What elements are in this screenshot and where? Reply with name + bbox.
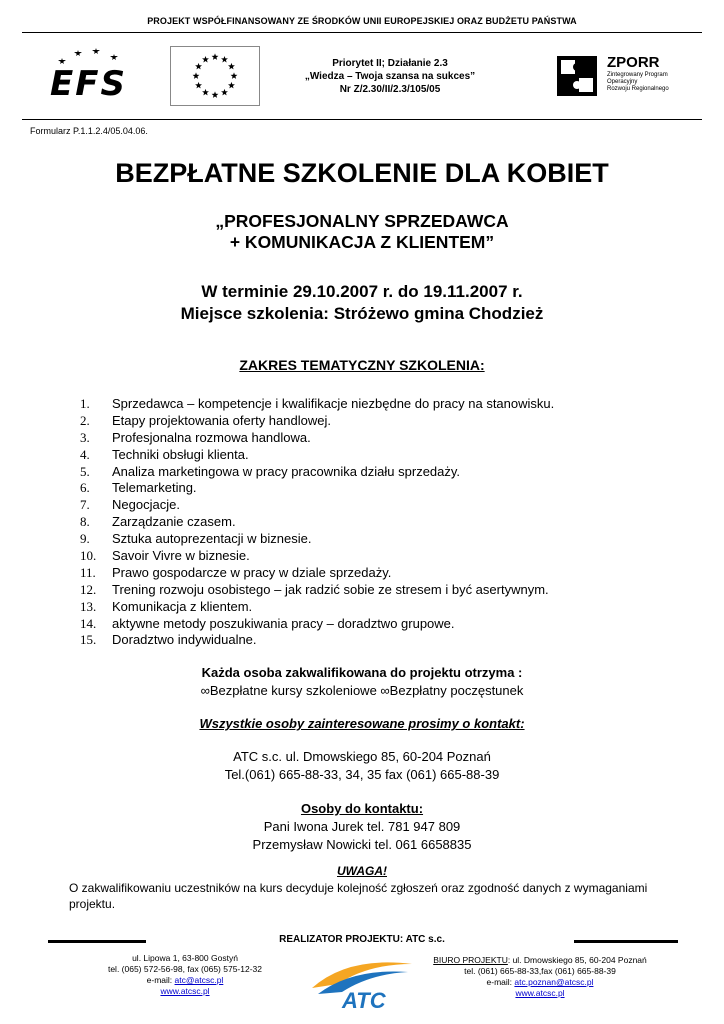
- address-line1: ATC s.c. ul. Dmowskiego 85, 60-204 Poznań: [233, 749, 491, 764]
- contact-prompt: Wszystkie osoby zainteresowane prosimy o kontakt:: [199, 716, 525, 731]
- list-item: [80, 447, 680, 464]
- zporr-subtitle: [607, 72, 669, 93]
- footer-right-phone: tel. (061) 665-88-33,fax (061) 665-88-39: [464, 966, 616, 976]
- topic-number: 10.: [80, 548, 97, 564]
- zporr-sub2: Operacyjny: [607, 79, 638, 85]
- list-item: [80, 480, 680, 497]
- warning-heading: UWAGA!: [337, 864, 387, 878]
- topic-number: 9.: [80, 531, 90, 547]
- eu-star-icon: [228, 63, 235, 70]
- eu-star-icon: [212, 53, 219, 60]
- zporr-sub3: Rozwoju Regionalnego: [607, 86, 669, 92]
- footer-left-email-label: e-mail:: [146, 975, 175, 985]
- contact-person-1: Pani Iwona Jurek tel. 781 947 809: [263, 819, 461, 834]
- eu-star-icon: [195, 63, 202, 70]
- topic-text: Analiza marketingowa w pracy pracownika działu sprzedaży.: [112, 463, 461, 479]
- priority-line3: Nr Z/2.30/II/2.3/105/05: [339, 84, 441, 95]
- topic-number: 2.: [80, 412, 90, 428]
- term-info: [0, 281, 724, 325]
- topic-number: 1.: [80, 396, 90, 411]
- topic-text: Telemarketing.: [112, 480, 197, 496]
- realizator-line: REALIZATOR PROJEKTU: ATC s.c.: [279, 934, 445, 945]
- topic-text: Zarządzanie czasem.: [112, 514, 236, 530]
- footer-left-address: ul. Lipowa 1, 63-800 Gostyń: [132, 955, 238, 963]
- eu-star-icon: [221, 89, 228, 96]
- eu-star-icon: [231, 72, 238, 79]
- eu-stars-icon: [171, 47, 259, 105]
- scope-heading: ZAKRES TEMATYCZNY SZKOLENIA:: [239, 357, 485, 373]
- eu-flag: [170, 46, 260, 106]
- topic-number: 15.: [80, 632, 97, 648]
- topic-text: Sprzedawca – kompetencje i kwalifikacje niezbędne do pracy na stanowisku.: [112, 396, 555, 411]
- zporr-sub1: Zintegrowany Program: [607, 72, 668, 78]
- topic-number: 14.: [80, 615, 97, 631]
- topic-number: 11.: [80, 564, 96, 580]
- project-office-label: BIURO PROJEKTU: [433, 955, 508, 965]
- topic-text: Etapy projektowania oferty handlowej.: [112, 412, 331, 428]
- list-item: [80, 464, 680, 481]
- topic-number: 3.: [80, 429, 90, 445]
- footer-right-www-link[interactable]: www.atcsc.pl: [515, 988, 565, 998]
- topic-text: aktywne metody poszukiwania pracy – doradztwo grupowe.: [112, 615, 455, 631]
- zporr-logo: [553, 52, 673, 100]
- atc-logo-graphic: [308, 950, 418, 1012]
- warning-text: O zakwalifikowaniu uczestników na kurs decyduje kolejność zgłoszeń oraz zgodność danych z wymaganiami projektu.: [69, 881, 648, 911]
- list-item: [80, 616, 680, 633]
- list-item: [80, 531, 680, 548]
- footer-right-address-row: [425, 955, 655, 966]
- eu-star-icon: [193, 72, 200, 79]
- efs-logo: [46, 44, 134, 106]
- topic-text: Komunikacja z klientem.: [112, 598, 253, 614]
- footer-right-email-row: [425, 977, 655, 988]
- list-item: [80, 632, 680, 649]
- address-block: [0, 748, 724, 784]
- list-item: [80, 396, 680, 413]
- topic-text: Prawo gospodarcze w pracy w dziale sprzedaży.: [112, 564, 392, 580]
- topic-text: Sztuka autoprezentacji w biznesie.: [112, 531, 312, 547]
- footer-left-phone: tel. (065) 572-56-98, fax (065) 575-12-32: [107, 964, 263, 974]
- topic-number: 6.: [80, 480, 90, 496]
- eu-star-icon: [212, 91, 219, 98]
- eu-star-icon: [195, 82, 202, 89]
- list-item: [80, 497, 680, 514]
- puzzle-icon: [553, 52, 601, 100]
- eu-star-icon: [202, 56, 209, 63]
- atc-logo-text: ATC: [342, 988, 386, 1012]
- topic-text: Negocjacje.: [112, 497, 180, 513]
- header-divider: [22, 119, 702, 120]
- address-line2: Tel.(061) 665-88-33, 34, 35 fax (061) 665-88-39: [224, 767, 500, 782]
- subtitle-line1: „PROFESJONALNY SPRZEDAWCA: [215, 211, 509, 231]
- list-item: [80, 514, 680, 531]
- topic-text: Trening rozwoju osobistego – jak radzić sobie ze stresem i być asertywnym.: [112, 581, 549, 597]
- priority-info: [270, 57, 510, 96]
- footer-right-address: : ul. Dmowskiego 85, 60-204 Poznań: [507, 955, 647, 965]
- footer-left-email-row: [100, 975, 270, 986]
- footer-right-email-label: e-mail:: [486, 977, 515, 987]
- footer-left-contact: [100, 955, 270, 997]
- form-number: Formularz P.1.1.2.4/05.04.06.: [30, 126, 148, 136]
- atc-logo: [308, 950, 418, 1012]
- page-title: BEZPŁATNE SZKOLENIE DLA KOBIET: [115, 158, 609, 188]
- footer-bar-right: [574, 940, 678, 943]
- list-item: [80, 548, 680, 565]
- topic-text: Profesjonalna rozmowa handlowa.: [112, 429, 311, 445]
- priority-line2: „Wiedza – Twoja szansa na sukces”: [304, 71, 476, 82]
- topic-number: 13.: [80, 598, 97, 614]
- benefits-title: Każda osoba zakwalifikowana do projektu otrzyma :: [201, 665, 523, 680]
- footer-right-contact: [425, 955, 655, 999]
- contact-persons: [0, 800, 724, 854]
- topics-list: [80, 396, 680, 649]
- list-item: [80, 582, 680, 599]
- efs-logo-text: EFS: [50, 64, 127, 104]
- term-line: W terminie 29.10.2007 r. do 19.11.2007 r.: [201, 282, 523, 301]
- eu-star-icon: [228, 82, 235, 89]
- topic-number: 8.: [80, 514, 90, 530]
- top-banner: PROJEKT WSPÓŁFINANSOWANY ZE ŚRODKÓW UNII EUROPEJSKIEJ ORAZ BUDŻETU PAŃSTWA: [147, 16, 577, 26]
- zporr-title: ZPORR: [607, 54, 660, 71]
- place-line: Miejsce szkolenia: Stróżewo gmina Chodzież: [180, 304, 544, 323]
- eu-star-icon: [202, 89, 209, 96]
- topic-number: 5.: [80, 463, 90, 479]
- subtitle-line2: + KOMUNIKACJA Z KLIENTEM”: [229, 232, 495, 252]
- contacts-heading: Osoby do kontaktu:: [300, 801, 424, 816]
- topic-number: 7.: [80, 497, 90, 513]
- topic-number: 12.: [80, 581, 97, 597]
- topic-text: Doradztwo indywidualne.: [112, 632, 257, 648]
- list-item: [80, 430, 680, 447]
- topic-number: 4.: [80, 446, 90, 462]
- priority-line1: Priorytet II; Działanie 2.3: [332, 58, 448, 69]
- training-subtitle: [0, 211, 724, 253]
- eu-star-icon: [221, 56, 228, 63]
- list-item: [80, 565, 680, 582]
- list-item: [80, 413, 680, 430]
- footer-left-email-link[interactable]: atc@atcsc.pl: [174, 975, 224, 985]
- topic-text: Techniki obsługi klienta.: [112, 446, 249, 462]
- contact-person-2: Przemysław Nowicki tel. 061 6658835: [252, 837, 472, 852]
- footer-left-www-link[interactable]: www.atcsc.pl: [160, 986, 210, 996]
- top-divider: [22, 32, 702, 33]
- topic-text: Savoir Vivre w biznesie.: [112, 548, 250, 564]
- benefits-section: [0, 664, 724, 700]
- list-item: [80, 599, 680, 616]
- footer-right-email-link[interactable]: atc.poznan@atcsc.pl: [514, 977, 594, 987]
- benefits-line: ∞Bezpłatne kursy szkoleniowe ∞Bezpłatny poczęstunek: [200, 683, 524, 698]
